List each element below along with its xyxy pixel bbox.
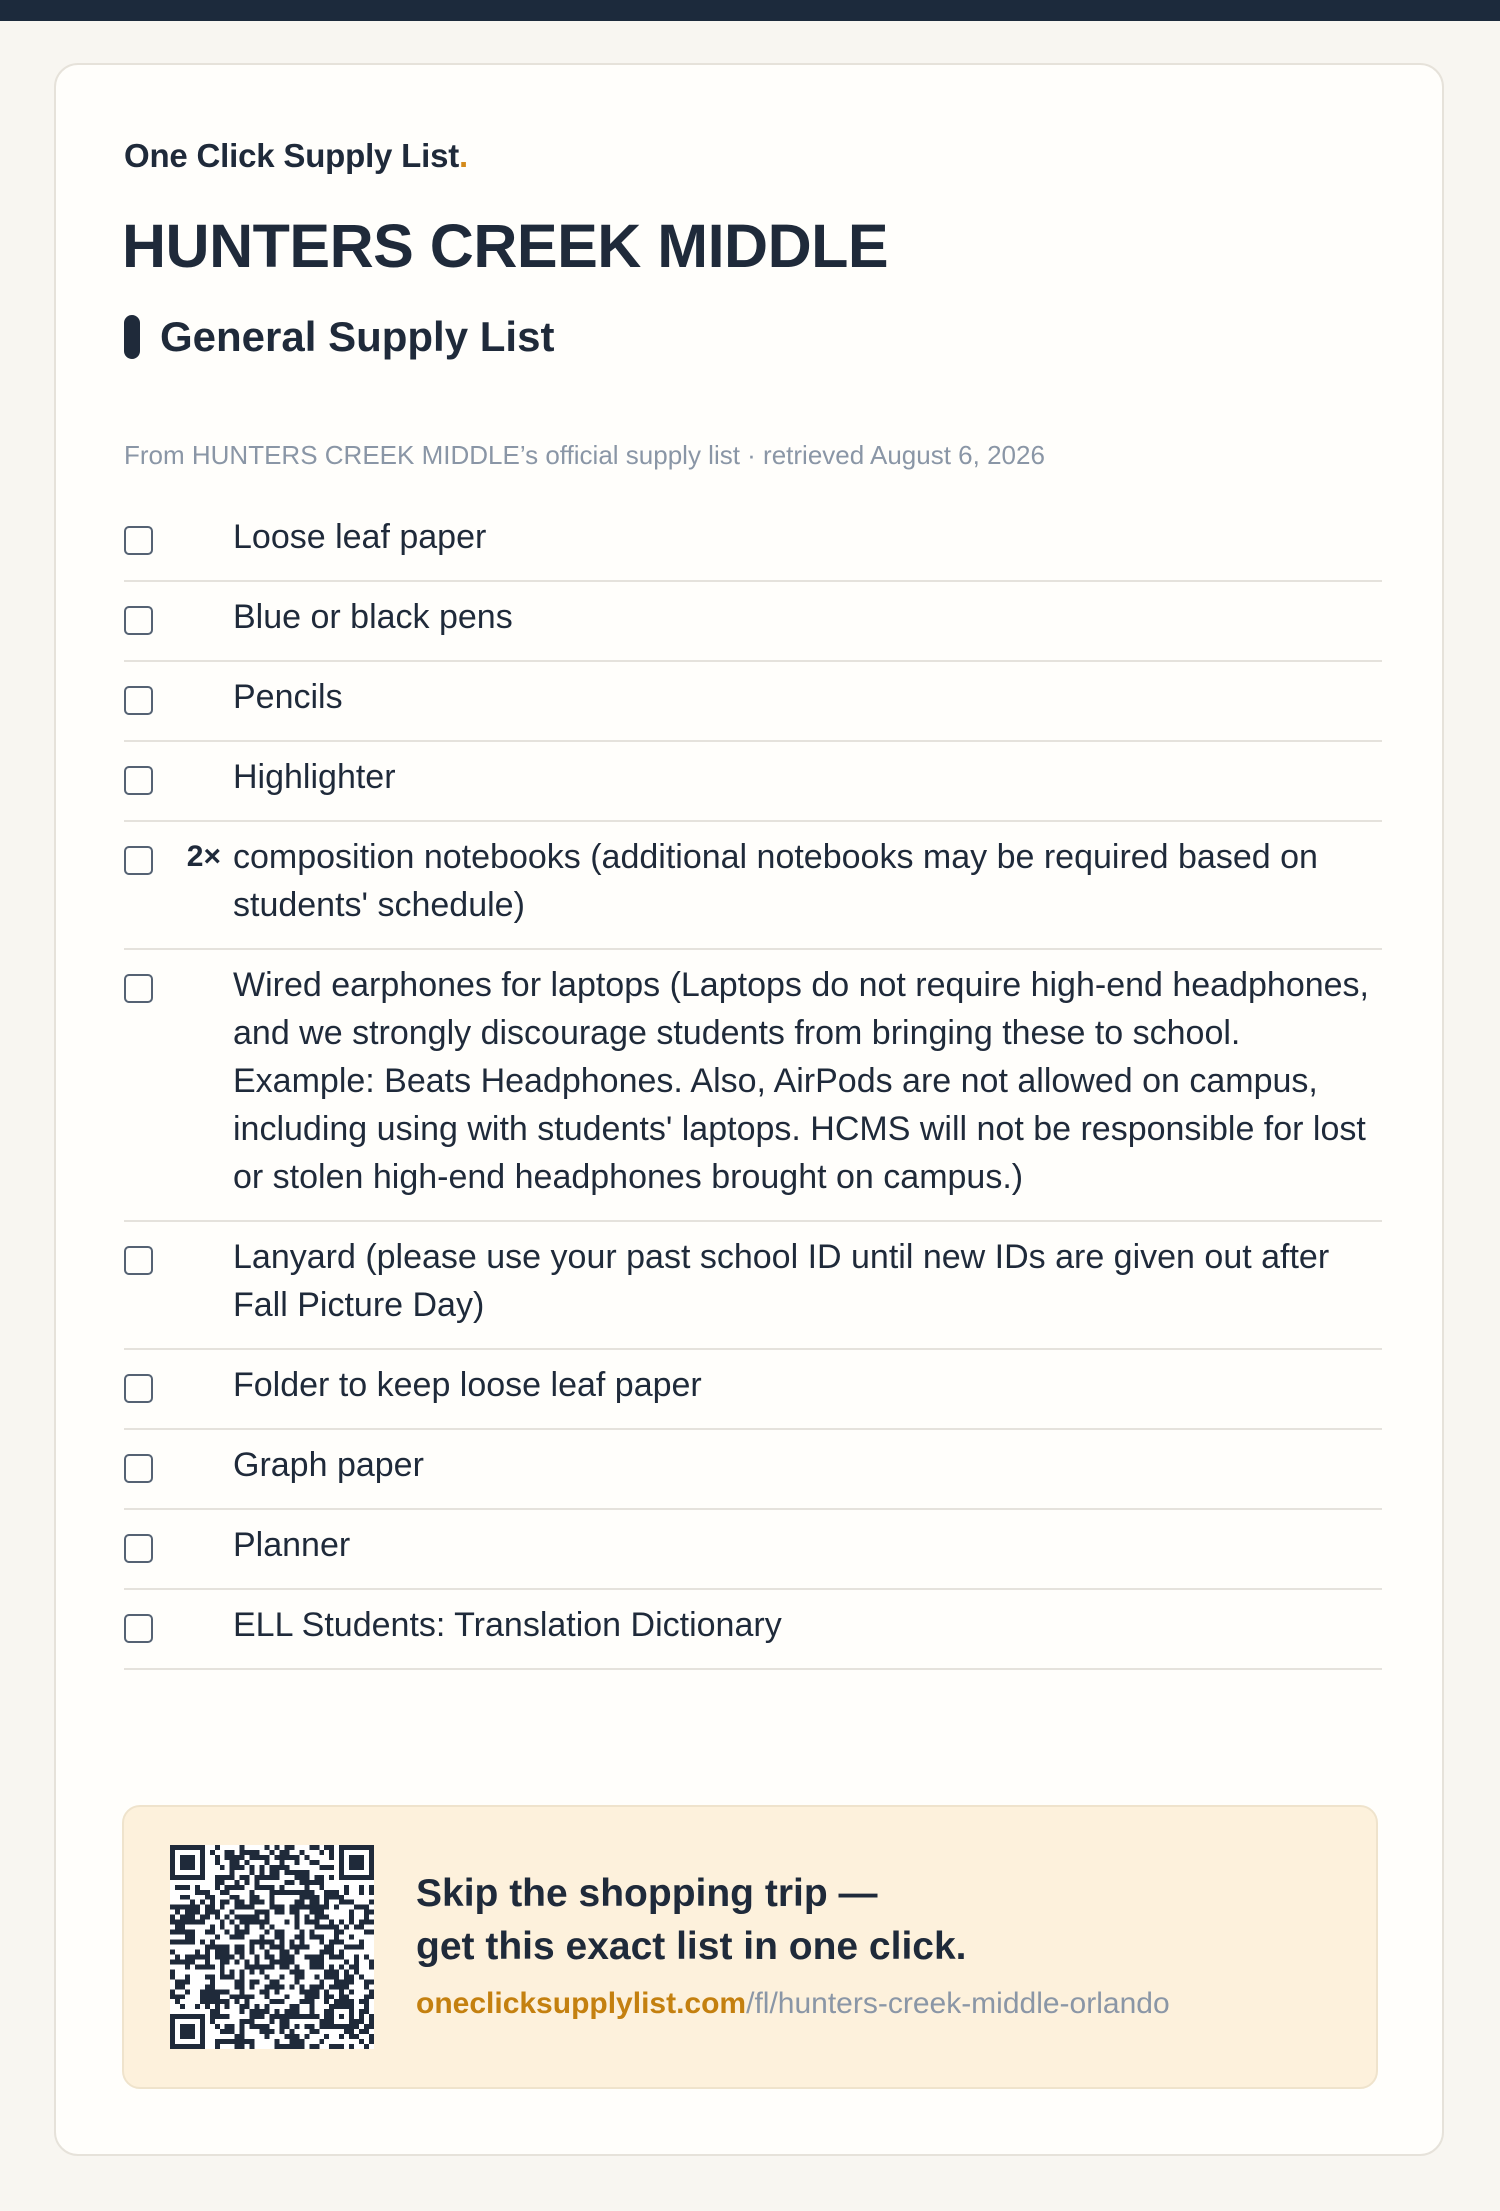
brand-name: One Click Supply List (124, 137, 460, 174)
item-quantity: 2× (186, 840, 221, 873)
checkbox-icon[interactable] (124, 686, 153, 715)
item-text: Wired earphones for laptops (Laptops do not require high-end headphones, and we strongly discourage students from bringing these to school. Example: Beats Headphones. Also, AirPods are not allowed on campus, including using with students' laptops. HCMS will not be responsible for lost or stolen high-end headphones brought on campus.) (233, 966, 1369, 1196)
checkbox-icon[interactable] (124, 1374, 153, 1403)
top-bar (0, 0, 1500, 21)
item-text: Folder to keep loose leaf paper (233, 1366, 702, 1404)
promo-url-domain: oneclicksupplylist.com (416, 1987, 747, 2020)
item-text: Planner (233, 1526, 351, 1564)
list-item (124, 950, 1382, 1222)
list-item (124, 1510, 1382, 1590)
checkbox-icon[interactable] (124, 606, 153, 635)
item-text: Loose leaf paper (233, 518, 487, 556)
list-item (124, 582, 1382, 662)
list-item (124, 502, 1382, 582)
checkbox-icon[interactable] (124, 526, 153, 555)
item-text: ELL Students: Translation Dictionary (233, 1606, 782, 1644)
supply-items-list (124, 502, 1382, 1670)
list-item (124, 1350, 1382, 1430)
checkbox-icon[interactable] (124, 1246, 153, 1275)
checkbox-icon[interactable] (124, 1454, 153, 1483)
source-note: From HUNTERS CREEK MIDDLE’s official supply list · retrieved August 6, 2026 (124, 440, 1045, 470)
checkbox-icon[interactable] (124, 766, 153, 795)
checkbox-icon[interactable] (124, 1614, 153, 1643)
list-item (124, 822, 1382, 950)
brand-logo[interactable] (124, 137, 468, 175)
promo-url[interactable] (416, 1987, 1170, 2021)
list-title (124, 309, 554, 365)
checkbox-icon[interactable] (124, 1534, 153, 1563)
promo-url-path: /fl/hunters-creek-middle-orlando (746, 1987, 1170, 2020)
list-item (124, 742, 1382, 822)
item-text: Highlighter (233, 758, 396, 796)
brand-dot: . (459, 137, 469, 174)
item-text: Graph paper (233, 1446, 424, 1484)
list-item (124, 1590, 1382, 1670)
item-text: Lanyard (please use your past school ID until new IDs are given out after Fall Picture Day) (233, 1238, 1330, 1324)
qr-code-icon[interactable] (170, 1845, 374, 2049)
item-text: Blue or black pens (233, 598, 513, 636)
promo-line-2: get this exact list in one click. (416, 1925, 967, 1968)
list-title-text: General Supply List (160, 313, 555, 360)
promo-banner (122, 1805, 1378, 2089)
list-item (124, 1222, 1382, 1350)
list-item (124, 662, 1382, 742)
checkbox-icon[interactable] (124, 846, 153, 875)
item-text: composition notebooks (additional notebooks may be required based on students' schedule) (233, 838, 1318, 924)
school-name: HUNTERS CREEK MIDDLE (122, 212, 889, 280)
promo-headline (416, 1867, 967, 1973)
list-item (124, 1430, 1382, 1510)
section-marker (124, 315, 140, 359)
item-text: Pencils (233, 678, 343, 716)
checkbox-icon[interactable] (124, 974, 153, 1003)
promo-line-1: Skip the shopping trip — (416, 1872, 878, 1915)
